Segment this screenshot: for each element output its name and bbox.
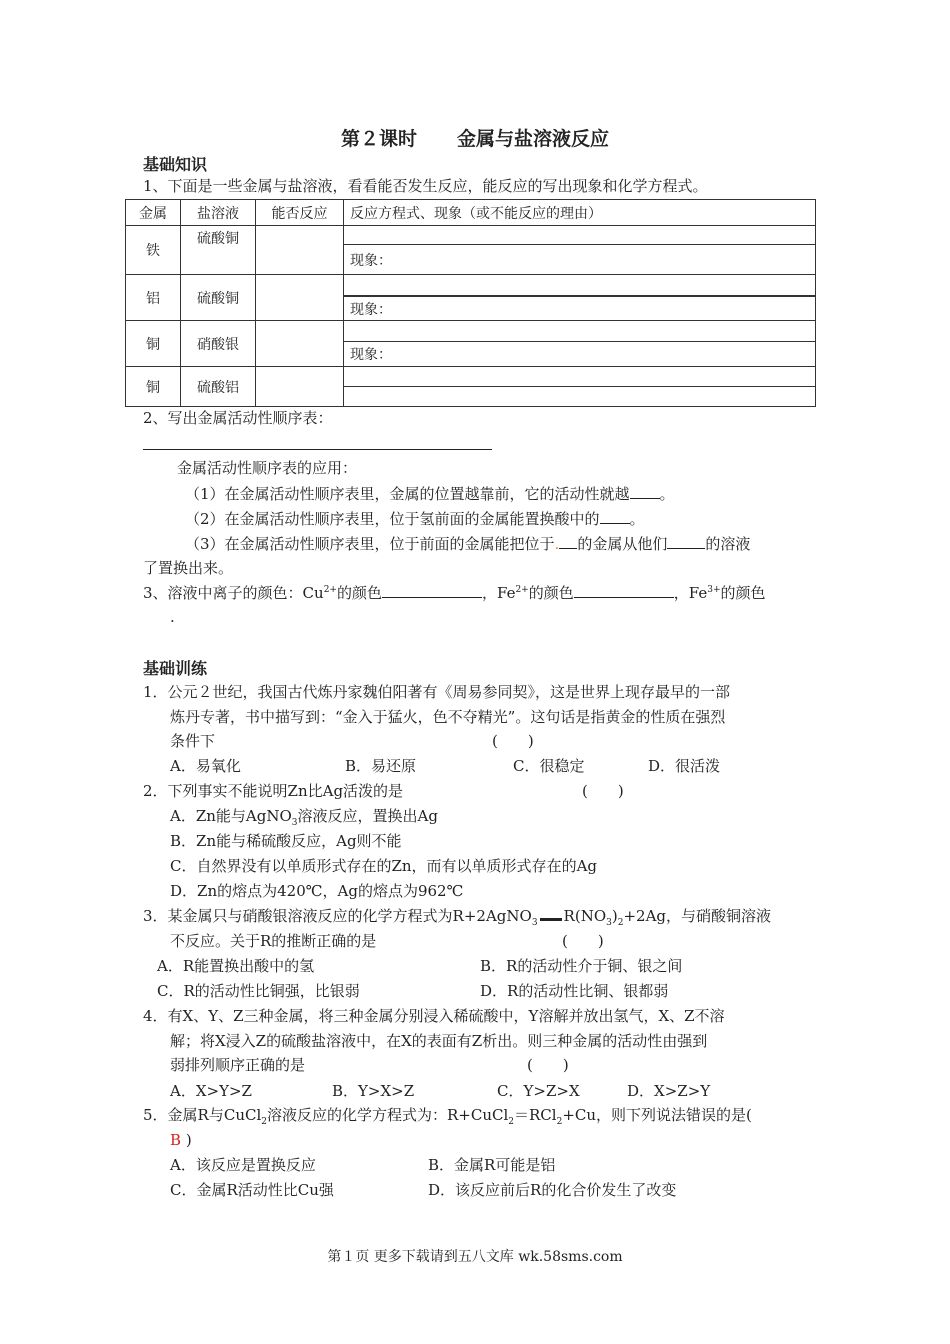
application-3-continued: 了置换出来。 xyxy=(143,559,234,577)
application-3-text: （3）在金属活动性顺序表里，位于前面的金属能把位于 xyxy=(185,535,555,553)
option-b: B．金属R可能是铝 xyxy=(428,1156,556,1174)
table-row xyxy=(126,275,816,296)
option-d: D．R的活动性比铜、银都弱 xyxy=(480,982,669,1000)
section-heading-basics: 基础知识 xyxy=(143,155,208,174)
problem-4-line: 4．有X、Y、Z三种金属，将三种金属分别浸入稀硫酸中，Y溶解并放出氢气，X、Z不溶 xyxy=(143,1007,725,1025)
option-d: D．Zn的熔点为420℃，Ag的熔点为962℃ xyxy=(170,882,464,900)
header-salt: 盐溶液 xyxy=(181,200,256,226)
lesson-number: 第２课时 xyxy=(340,128,417,150)
application-1-text: （1）在金属活动性顺序表里，金属的位置越靠前，它的活动性就越 xyxy=(185,485,630,503)
option-d: D．该反应前后R的化合价发生了改变 xyxy=(428,1181,677,1199)
problem-1-line: 炼丹专著，书中描写到：“金入于猛火，色不夺精光”。这句话是指黄金的性质在强烈 xyxy=(170,708,726,726)
question-2: 2、写出金属活动性顺序表： xyxy=(143,409,333,427)
problem-text: ＝RCl xyxy=(514,1106,557,1124)
option-c: C．自然界没有以单质形式存在的Zn，而有以单质形式存在的Ag xyxy=(170,857,597,875)
q3-text: 3、溶液中离子的颜色：Cu xyxy=(143,584,324,602)
cell-phenomenon[interactable]: 现象： xyxy=(344,297,816,321)
application-heading: 金属活动性顺序表的应用： xyxy=(177,459,358,477)
question-1: 1、下面是一些金属与盐溶液，看看能否发生反应，能反应的写出现象和化学方程式。 xyxy=(143,177,708,195)
cell-equation[interactable] xyxy=(344,226,816,245)
option-c: C．金属R活动性比Cu强 xyxy=(170,1181,334,1199)
problem-text: 5．金属R与CuCl xyxy=(143,1106,262,1124)
cell-equation[interactable] xyxy=(344,367,816,387)
option-a: A．该反应是置换反应 xyxy=(170,1156,316,1174)
subscript: 3 xyxy=(606,918,612,928)
page-title xyxy=(0,124,950,151)
mark-dot: . xyxy=(554,535,560,553)
application-1 xyxy=(185,483,675,504)
subscript: 2 xyxy=(261,1117,267,1127)
table-row xyxy=(126,321,816,342)
cell-equation[interactable] xyxy=(344,275,816,296)
q3-text: 的颜色 xyxy=(336,584,382,602)
option-b: B．Y>X>Z xyxy=(332,1082,415,1100)
application-3-end: 的溶液 xyxy=(705,535,751,553)
ion-charge: 3+ xyxy=(707,585,721,595)
option-c: C．R的活动性比铜强，比银弱 xyxy=(157,982,360,1000)
lesson-topic: 金属与盐溶液反应 xyxy=(457,128,610,150)
problem-4-line: 解；将X浸入Z的硫酸盐溶液中，在X的表面有Z析出。则三种金属的活动性由强到 xyxy=(170,1032,708,1050)
option-a xyxy=(170,806,438,826)
answer-paren[interactable]: ( ) xyxy=(492,732,534,750)
problem-3-line: 不反应。关于R的推断正确的是 xyxy=(170,932,377,950)
header-metal: 金属 xyxy=(126,200,181,226)
q3-trailing-dot: . xyxy=(170,608,175,626)
q3-text: ，Fe xyxy=(481,584,516,602)
q3-text: ，Fe xyxy=(673,584,708,602)
q3-text: 的颜色 xyxy=(720,584,766,602)
application-3-mid: 的金属从他们 xyxy=(577,535,668,553)
subscript: 3 xyxy=(291,818,298,828)
option-c: C．Y>Z>X xyxy=(497,1082,580,1100)
cell-salt: 硫酸铜 xyxy=(181,226,256,275)
cell-salt: 硫酸铜 xyxy=(181,275,256,321)
problem-text: 3．某金属只与硝酸银溶液反应的化学方程式为R+2AgNO xyxy=(143,907,532,925)
problem-text: ) xyxy=(185,1131,192,1149)
application-2-end: 。 xyxy=(629,510,645,528)
ion-charge: 2+ xyxy=(323,585,337,595)
problem-4-line: 弱排列顺序正确的是 xyxy=(170,1056,306,1074)
table-row xyxy=(126,367,816,387)
table-header-row xyxy=(126,200,816,226)
section-heading-practice: 基础训练 xyxy=(143,659,208,678)
header-equation: 反应方程式、现象（或不能反应的理由） xyxy=(344,200,816,226)
blank[interactable] xyxy=(630,483,660,499)
reaction-table xyxy=(125,199,816,407)
option-d: D．很活泼 xyxy=(648,757,721,775)
option-b: B．Zn能与稀硫酸反应，Ag则不能 xyxy=(170,832,402,850)
cell-reacts[interactable] xyxy=(256,275,344,321)
option-b: B．易还原 xyxy=(345,757,417,775)
table-row xyxy=(126,226,816,245)
answer-paren[interactable]: ( ) xyxy=(582,782,624,800)
application-3 xyxy=(185,533,750,554)
cell-metal: 铜 xyxy=(126,321,181,367)
problem-3-line xyxy=(143,906,771,926)
answer-paren[interactable]: ( ) xyxy=(527,1056,569,1074)
problem-5-answer-line xyxy=(170,1130,192,1150)
subscript: 3 xyxy=(531,918,538,928)
option-a: A．X>Y>Z xyxy=(170,1082,252,1100)
option-text: A．Zn能与AgNO xyxy=(170,807,292,825)
page-footer: 第１页 更多下载请到五八文库 wk.58sms.com xyxy=(327,1249,623,1265)
cell-salt: 硝酸银 xyxy=(181,321,256,367)
subscript: 2 xyxy=(617,918,624,928)
cell-phenomenon[interactable] xyxy=(344,387,816,407)
option-text: 溶液反应，置换出Ag xyxy=(297,807,438,825)
subscript: 2 xyxy=(556,1117,563,1127)
q3-text: 的颜色 xyxy=(528,584,574,602)
cell-phenomenon[interactable]: 现象： xyxy=(344,245,816,275)
problem-text: 溶液反应的化学方程式为：R+CuCl xyxy=(266,1106,509,1124)
blank[interactable] xyxy=(600,508,630,524)
application-2-text: （2）在金属活动性顺序表里，位于氢前面的金属能置换酸中的 xyxy=(185,510,600,528)
blank[interactable] xyxy=(667,533,705,549)
subscript: 2 xyxy=(508,1117,514,1127)
cell-metal: 铁 xyxy=(126,226,181,275)
cell-reacts[interactable] xyxy=(256,226,344,275)
reaction-arrow xyxy=(540,908,562,921)
answer-paren[interactable]: ( ) xyxy=(562,932,604,950)
option-b: B．R的活动性介于铜、银之间 xyxy=(480,957,683,975)
blank[interactable] xyxy=(574,582,674,598)
option-c: C．很稳定 xyxy=(513,757,585,775)
problem-text: +Cu，则下列说法错误的是( xyxy=(562,1106,752,1124)
answer-mark: B xyxy=(170,1131,182,1149)
activity-series-blank[interactable] xyxy=(143,449,492,450)
problem-text: ) xyxy=(611,907,618,925)
problem-text: R(NO xyxy=(563,907,607,925)
ion-charge: 2+ xyxy=(515,585,529,595)
blank[interactable] xyxy=(559,533,577,549)
problem-5-line xyxy=(143,1105,752,1125)
problem-1-line: 条件下 xyxy=(170,732,216,750)
option-d: D．X>Z>Y xyxy=(627,1082,711,1100)
problem-1-line: 1．公元２世纪，我国古代炼丹家魏伯阳著有《周易参同契》，这是世界上现存最早的一部 xyxy=(143,683,731,701)
header-reacts: 能否反应 xyxy=(256,200,344,226)
blank[interactable] xyxy=(382,582,482,598)
cell-reacts[interactable] xyxy=(256,321,344,367)
cell-phenomenon[interactable]: 现象： xyxy=(344,342,816,367)
application-1-end: 。 xyxy=(659,485,675,503)
cell-salt: 硫酸铝 xyxy=(181,367,256,407)
option-a: A．易氧化 xyxy=(170,757,241,775)
cell-reacts[interactable] xyxy=(256,367,344,407)
problem-text: +2Ag，与硝酸铜溶液 xyxy=(623,907,772,925)
cell-equation[interactable] xyxy=(344,321,816,342)
application-2 xyxy=(185,508,645,529)
question-3 xyxy=(143,582,766,603)
cell-metal: 铜 xyxy=(126,367,181,407)
cell-metal: 铝 xyxy=(126,275,181,321)
problem-2-stem: 2．下列事实不能说明Zn比Ag活泼的是 xyxy=(143,782,404,800)
option-a: A．R能置换出酸中的氢 xyxy=(157,957,315,975)
